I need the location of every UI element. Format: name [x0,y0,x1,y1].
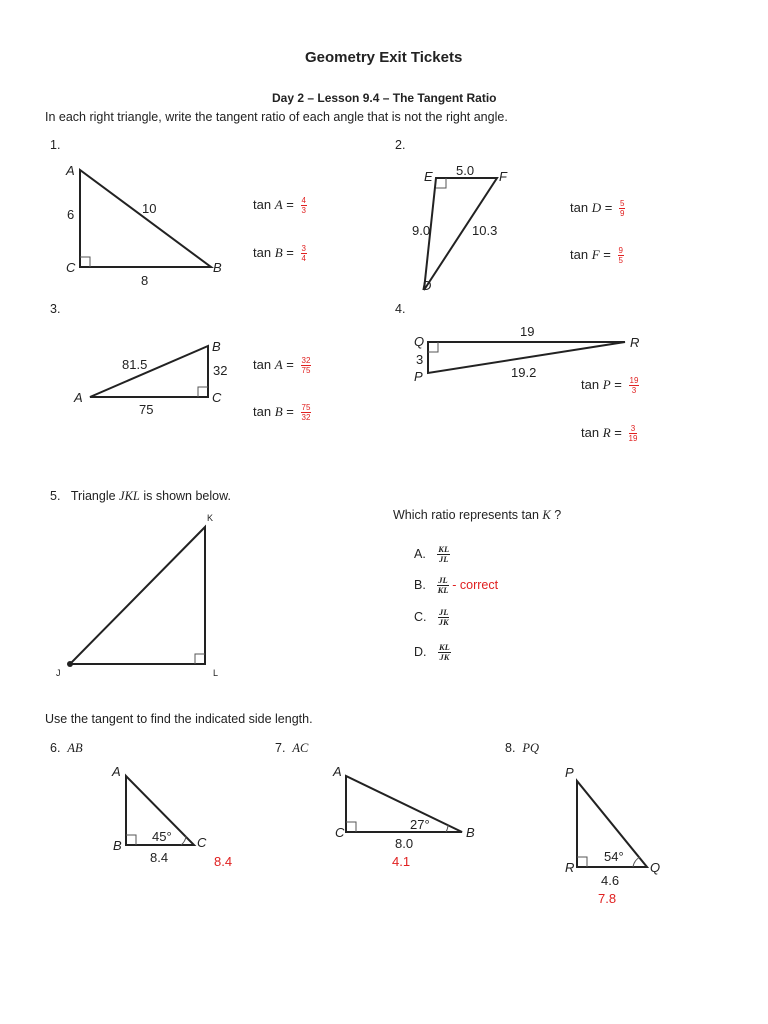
triangle-5 [70,527,205,664]
right-angle-mark-2 [436,178,446,188]
triangle-1 [80,170,211,267]
p2-answer-f: tan F = $\frac{9}{5}$ [570,246,623,265]
lesson-subtitle: Day 2 – Lesson 9.4 – The Tangent Ratio [272,91,497,105]
p6-angle: 45° [152,829,172,844]
p1-answer-b: tan B = $\frac{3}{4}$ [253,244,306,263]
p6-heading: 6. AB [50,741,83,755]
fraction: $\frac{3}{19}$ [628,424,638,443]
p6-vertex-a: A [112,764,121,779]
p4-side-qp: 3 [416,352,424,367]
option-b: B. $\frac{JL}{KL}$ - correct [414,575,499,595]
right-angle-mark-5 [195,654,205,664]
p3-vertex-c: C [212,390,222,405]
p8-heading: 8. PQ [505,741,540,755]
page-title: Geometry Exit Tickets [305,49,463,66]
p4-answer-p: tan P = $\frac{19}{3}$ [581,376,639,395]
p4-vertex-r: R [630,335,640,350]
p1-side-ac: 6 [67,207,75,222]
p3-answer-b: tan B = $\frac{75}{32}$ [253,403,311,422]
section-instructions: Use the tangent to find the indicated side length. [45,712,313,726]
p5-prompt: 5. Triangle JKL is shown below. [50,489,231,503]
p1-side-ab: 10 [142,201,157,216]
p7-angle: 27° [410,817,430,832]
fraction: $\frac{5}{9}$ [619,199,625,218]
right-angle-mark-8 [577,857,587,867]
p3-vertex-b: B [212,339,221,354]
p4-vertex-q: Q [414,334,425,349]
right-angle-mark-7 [346,822,356,832]
p2-vertex-f: F [499,169,507,184]
correct-note: - correct [452,577,499,592]
p8-side: 4.6 [601,873,620,888]
p1-answer-a: tan A = $\frac{4}{3}$ [253,196,306,215]
right-angle-mark-1 [80,257,90,267]
right-angle-mark-3 [198,387,208,397]
fraction: $\frac{75}{32}$ [301,403,311,422]
p1-vertex-a: A [66,163,75,178]
p7-vertex-c: C [335,825,345,840]
problem-2-number: 2. [395,138,406,152]
p3-vertex-a: A [74,390,83,405]
fraction: $\frac{19}{3}$ [629,376,639,395]
triangle-7 [346,776,462,832]
problem-1-number: 1. [50,138,61,152]
p2-vertex-d: D [422,278,432,293]
p2-side-ed: 9.0 [412,223,431,238]
p8-answer: 7.8 [598,891,617,906]
p8-vertex-q: Q [650,860,661,875]
p7-heading: 7. AC [275,741,309,755]
vertex-dot-j [67,661,73,667]
p3-answer-a: tan A = $\frac{32}{75}$ [253,356,311,375]
p8-angle: 54° [604,849,624,864]
p3-side-ac: 75 [139,402,154,417]
problem-3-number: 3. [50,302,61,316]
p3-side-ab: 81.5 [122,357,148,372]
p5-vertex-k: K [207,513,214,523]
p1-side-cb: 8 [141,273,149,288]
p2-side-df: 10.3 [472,223,498,238]
problem-4-number: 4. [395,302,406,316]
p1-vertex-b: B [213,260,222,275]
p4-side-pr: 19.2 [511,365,537,380]
fraction: $\frac{3}{4}$ [301,244,306,263]
p7-answer: 4.1 [392,854,411,869]
p3-side-bc: 32 [213,363,228,378]
p5-question: Which ratio represents tan K ? [393,508,562,522]
p2-vertex-e: E [424,169,433,184]
p6-side: 8.4 [150,850,169,865]
option-a: A. $\frac{KL}{JL}$ [414,544,450,564]
fraction: $\frac{32}{75}$ [301,356,311,375]
p4-side-qr: 19 [520,324,535,339]
right-angle-mark-4 [428,342,438,352]
option-d: D. $\frac{KL}{JK}$ [414,642,450,662]
option-c: C. $\frac{JL}{JK}$ [414,607,449,627]
instructions: In each right triangle, write the tangent ratio of each angle that is not the right angle. [45,110,508,124]
p6-answer: 8.4 [214,854,233,869]
p7-side: 8.0 [395,836,414,851]
fraction: $\frac{9}{5}$ [618,246,623,265]
p4-vertex-p: P [414,369,423,384]
right-angle-mark-6 [126,835,136,845]
p2-side-ef: 5.0 [456,163,475,178]
p6-vertex-c: C [197,835,207,850]
angle-arc-7 [446,825,448,832]
p6-vertex-b: B [113,838,122,853]
fraction: $\frac{4}{3}$ [301,196,306,215]
p1-vertex-c: C [66,260,76,275]
p2-answer-d: tan D = $\frac{5}{9}$ [570,199,625,218]
p8-vertex-r: R [565,860,575,875]
p4-answer-r: tan R = $\frac{3}{19}$ [581,424,638,443]
p7-vertex-a: A [333,764,342,779]
p8-vertex-p: P [565,765,574,780]
p5-vertex-l: L [213,668,219,678]
triangle-3 [90,346,208,397]
p7-vertex-b: B [466,825,475,840]
p5-vertex-j: J [56,668,61,678]
